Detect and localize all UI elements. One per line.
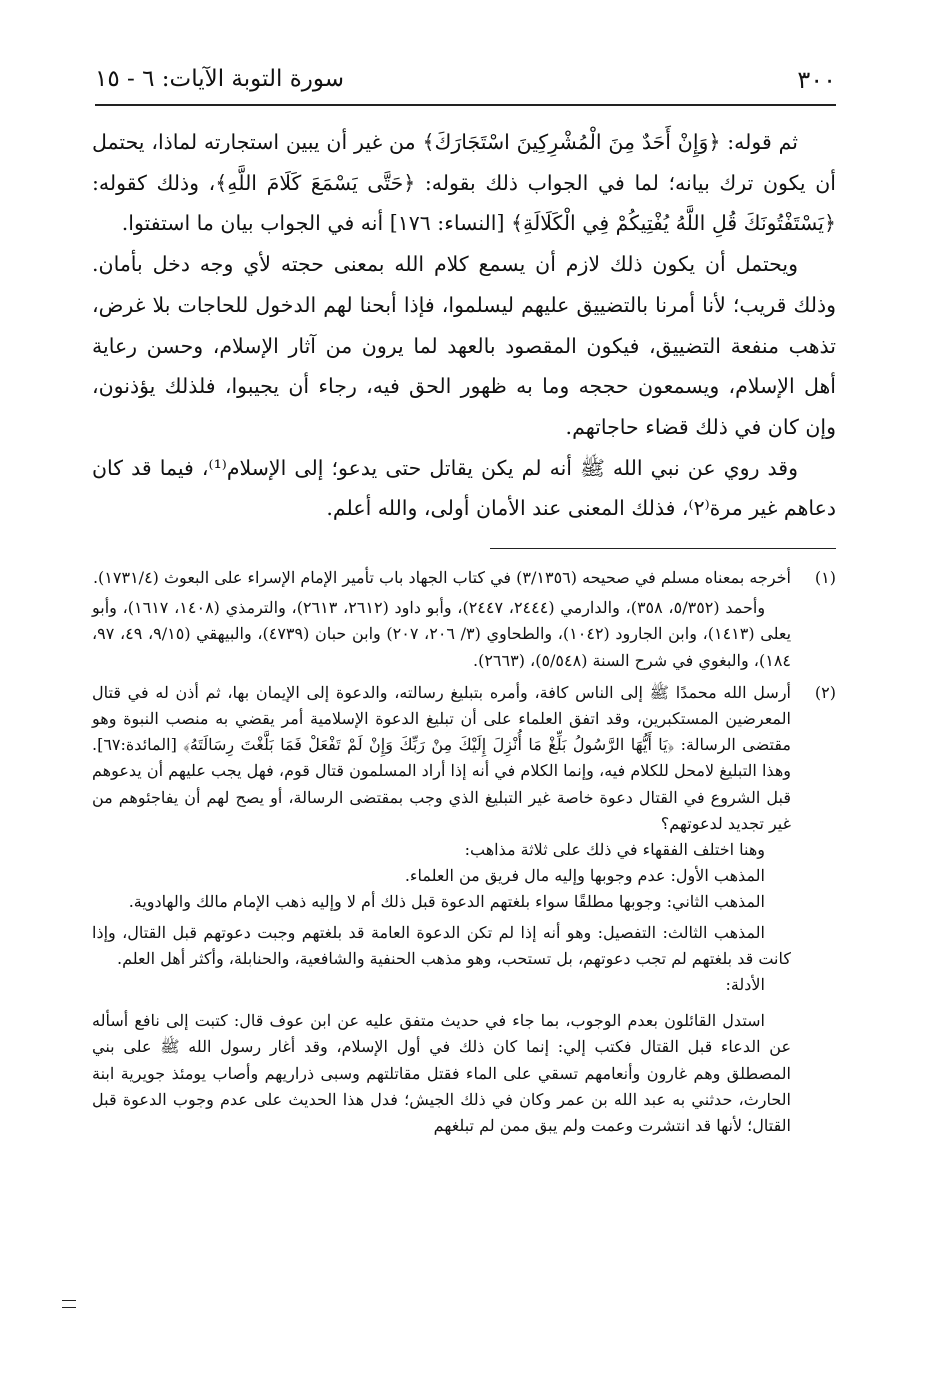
footnote-2-intro: أرسل الله محمدًا ﷺ إلى الناس كافة، وأمره بتبليغ رسالته، والدعوة إلى الإيمان بها، ثم أذن له في قتال المعرضين المستكبرين، وقد اتفق العلماء على أن تبليغ الدعوة الإسلامية أمر يقضي به منصب النبوة وهو مقتضى الرسالة: ﴿يَا أَيُّهَا الرَّسُولُ بَلِّغْ مَا أُنْزِلَ إِلَيْكَ مِنْ رَبِّكَ وَإِنْ لَمْ تَفْعَلْ فَمَا بَلَّغْتَ رِسَالَتَهُ﴾ [المائدة:٦٧]. وهذا التبليغ لامحل للكلام فيه، وإنما الكلام في أنه إذا أراد المسلمون قتال قوم، فهل يجب عليهم أن يدعوهم قبل الشروع في القتال دعوة خاصة غير التبليغ الذي وجب بمقتضى الرسالة، أو يصح لهم أن يفاجئوهم من غير تجديد لدعوتهم؟ — [92, 682, 792, 833]
footnote-2-number: (٢) — [814, 682, 836, 702]
paragraph-1: ثم قوله: ﴿وَإِنْ أَحَدٌ مِنَ الْمُشْرِكِينَ اسْتَجَارَكَ﴾ من غير أن يبين استجارته لماذا، يحتمل أن يكون ترك بيانه؛ لما في الجواب ذلك بقوله: ﴿حَتَّى يَسْمَعَ كَلَامَ اللَّهِ﴾، وذلك كقوله: ﴿يَسْتَفْتُونَكَ قُلِ اللَّهُ يُفْتِيكُمْ فِي الْكَلَالَةِ﴾ [النساء: ١٧٦] أنه في الجواب بيان ما استفتوا. — [92, 130, 836, 236]
footnote-2-schools: وهنا اختلف الفقهاء في ذلك على ثلاثة مذاهب: — [464, 840, 765, 860]
footnote-separator — [490, 548, 836, 549]
footnote-2-first-school: المذهب الأول: عدم وجوبها وإليه مال فريق من العلماء. — [404, 866, 765, 886]
footnote-2-second-school: المذهب الثاني: وجوبها مطلقًا سواء بلغتهم الدعوة قبل ذلك أم لا وإليه ذهب الإمام مالك والهادوية. — [128, 892, 765, 912]
page-header — [95, 62, 836, 106]
footnote-2-evidence: استدل القائلون بعدم الوجوب، بما جاء في حديث متفق عليه عن ابن عوف قال: كتبت إلى نافع أسأله عن الدعاء قبل القتال فكتب إلي: إنما كان ذلك في أول الإسلام، وقد أغار رسول الله ﷺ على بني المصطلق وهم غارون وأنعامهم تسقي على الماء فقتل مقاتلتهم وسبى ذراريهم وأصاب يومئذ جويرية ابنة الحارث، حدثني به عبد الله بن عمر وكان في ذلك الجيش؛ فدل هذا الحديث على عدم وجوب الدعوة قبل القتال؛ لأنها قد انتشرت وعمت ولم يبق ممن لم تبلغهم — [92, 1011, 791, 1136]
page-number: ٣٠٠ — [797, 66, 836, 94]
paragraph-3: وقد روي عن نبي الله ﷺ أنه لم يكن يقاتل حتى يدعو؛ إلى الإسلام⁽¹⁾، فيما قد كان دعاهم غير مرة⁽٢⁾، فذلك المعنى عند الأمان أولى، والله أعلم. — [92, 455, 836, 521]
footnote-2-third-school: المذهب الثالث: التفصيل: وهو أنه إذا لم تكن الدعوة العامة قد بلغتهم وجبت دعوتهم قبل القتال، وإذا كانت قد بلغتهم لم تجب دعوتهم، بل تستحب، وهو مذهب الحنفية والشافعية، والحنابلة، وأكثر أهل العلم. — [92, 922, 791, 968]
footnote-1-number: (١) — [814, 568, 836, 587]
paragraph-2: ويحتمل أن يكون ذلك لازم أن يسمع كلام الله بمعنى حجته لأي وجه دخل بأمان. وذلك قريب؛ لأنا أمرنا بالتضييق عليهم ليسلموا، فإذا أبحنا لهم الدخول للحاجات بلا غرض، تذهب منفعة التضييق، فيكون المقصود بالعهد لما يرون من آثار الإسلام، وحسن رعاية أهل الإسلام، ويسمعون حججه وما به ظهور الحق فيه، رجاء أن يجيبوا، فلذلك يؤذنون، وإن كان في ذلك قضاء حاجاتهم. — [92, 252, 836, 439]
footnote-1 — [92, 565, 836, 674]
main-text — [92, 122, 836, 529]
continuation-mark — [62, 1300, 76, 1308]
footnote-1-text: أخرجه بمعناه مسلم في صحيحه (٣/١٣٥٦) في كتاب الجهاد باب تأمير الإمام الإسراء على البعوث (١٧٣١/٤). — [92, 568, 791, 587]
footnote-1-refs: وأحمد (٥/٣٥٢، ٣٥٨)، والدارمي (٢٤٤٤، ٢٤٤٧)، وأبو داود (٢٦١٢، ٢٦١٣)، والترمذي (١٤٠٨، ١٦١٧)، وأبو يعلى (١٤١٣)، وابن الجارود (١٠٤٢)، والطحاوي (٣/ ٢٠٦، ٢٠٧) وابن حبان (٤٧٣٩)، والبيهقي (٩/١٥، ٤٩، ٩٧، ١٨٤)، والبغوي في شرح السنة (٥/٥٤٨)، (٢٦٦٣). — [92, 598, 792, 670]
footnote-2 — [92, 680, 836, 1139]
footnotes — [92, 565, 836, 1139]
running-title: سورة التوبة الآيات: ٦ - ١٥ — [95, 66, 344, 92]
footnote-2-evidence-heading: الأدلة: — [725, 975, 765, 995]
